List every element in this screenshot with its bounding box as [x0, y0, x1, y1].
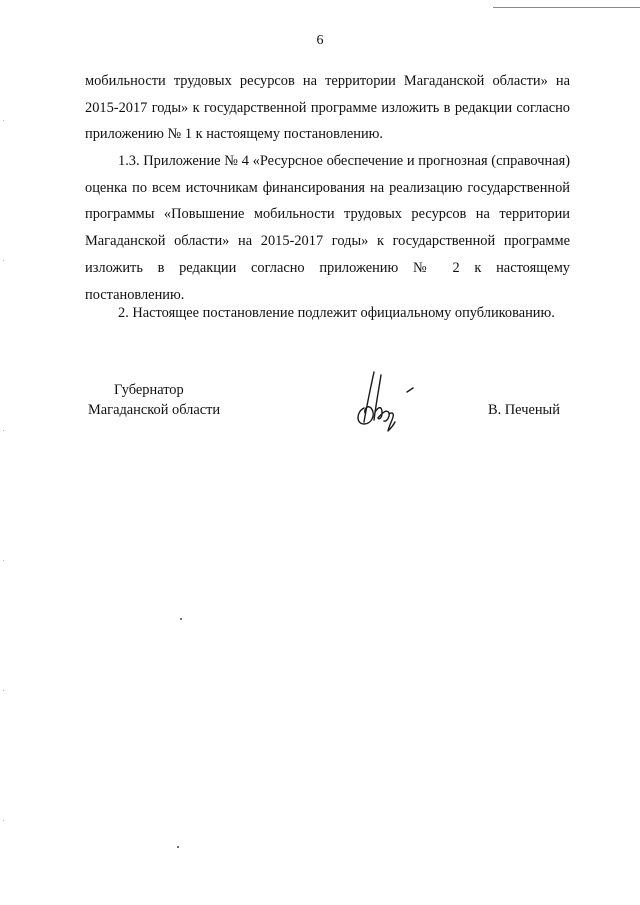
margin-dot — [3, 120, 4, 121]
margin-dot — [3, 820, 4, 821]
margin-dot — [3, 430, 4, 431]
margin-dot — [3, 260, 4, 261]
page-number: 6 — [316, 33, 324, 48]
top-rule — [493, 7, 640, 8]
paragraph-item-2: 2. Настоящее постановление подлежит официальному опубликованию. — [118, 305, 555, 321]
handwritten-signature — [352, 366, 422, 436]
signer-title: Губернатор — [114, 382, 184, 398]
scan-speck — [177, 846, 179, 848]
signer-name: В. Печеный — [488, 402, 560, 418]
paragraph-item-1-3: 1.3. Приложение № 4 «Ресурсное обеспечение и прогнозная (справочная) оценка по всем источникам финансирования на реализацию государственной программы «Повышение мобильности трудовых ресурсов на территории Магаданской области» на 2015-2017 годы» к государственной программе изложить в редакции согласно приложению № 2 к настоящему постановлению. — [85, 153, 570, 303]
signer-region: Магаданской области — [88, 402, 221, 418]
scan-speck — [180, 618, 182, 620]
margin-dot — [3, 690, 4, 691]
paragraph-continuation: мобильности трудовых ресурсов на территории Магаданской области» на 2015-2017 годы» к государственной программе изложить в редакции согласно приложению № 1 к настоящему постановлению. — [85, 73, 570, 143]
margin-dot — [3, 560, 4, 561]
